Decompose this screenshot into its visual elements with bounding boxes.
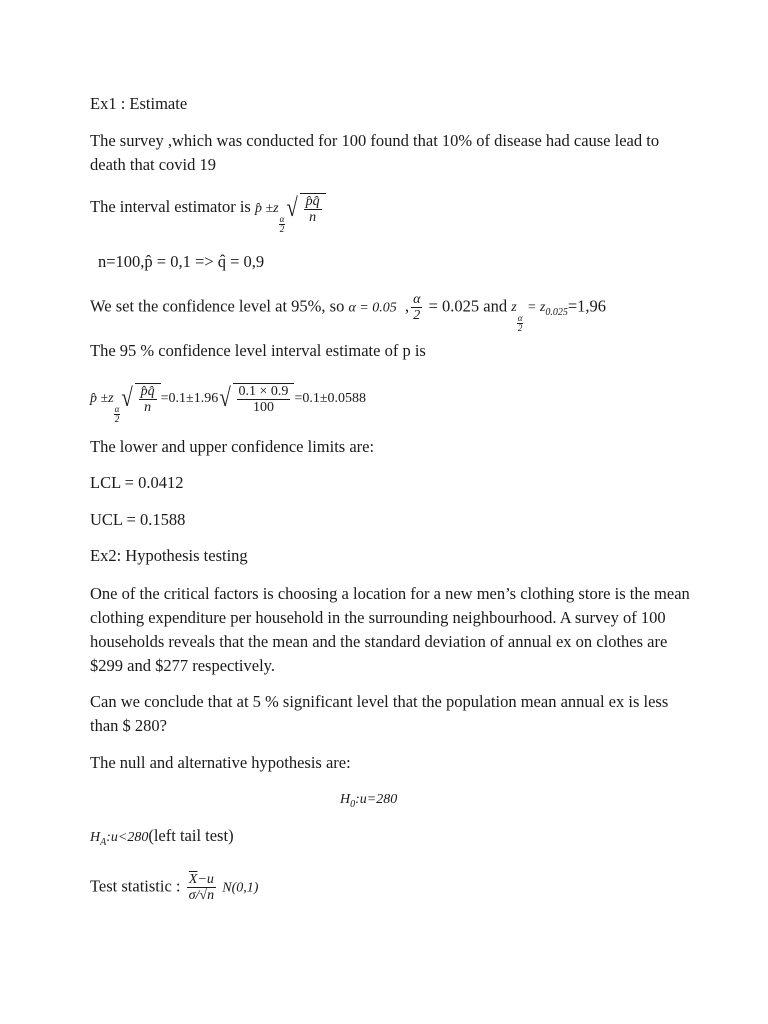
ex2-intro: One of the critical factors is choosing a location for a new men’s clothing store is the mean clothing expenditure per household in the surrounding neighbourhood. A survey of 100 households reveals that the mean and the standard deviation of annual ex on clothes are $299 and $277 respectively. [90,584,690,675]
ucl-value: UCL = 0.1588 [90,510,186,529]
lcl-value: LCL = 0.0412 [90,473,184,492]
confidence-text: We set the confidence level at 95%, so [90,296,345,316]
z-critical: z $\frac{\alpha}{2}$ = $z_{0.025}$ [511,300,568,334]
ex1-heading: Ex1 : Estimate [90,94,188,113]
calc-end: =0.1±0.0588 [294,391,367,407]
interval-formula: p̂ ±z $\frac{\alpha}{2}$ √ $\frac{p̂q̂}{n}$ [255,201,326,216]
limits-label: The lower and upper confidence limits are: [90,437,375,456]
left-tail-note: (left tail test) [148,826,234,845]
calc-mid: =0.1±1.96 [160,391,219,407]
calc-numerator: 0.1 × 0.9 [238,384,289,399]
calc-denominator: 100 [252,400,274,415]
alpha-eq: α = 0.05 [348,300,397,316]
confidence-line: We set the confidence level at 95%, so α = 0.05 , $\frac{\alpha}{2}$ = 0.025 and z $\frac{\alpha}{2}$ = $z_{0.025}=1,96$ [90,292,607,334]
normal-distribution: N(0,1) [222,880,259,896]
test-statistic-line [90,872,258,903]
z-value: =1,96 [567,296,607,316]
alt-hypothesis: $H_A:u<280(left$ tail test) [90,826,234,848]
alpha-half-fraction: $\frac{\alpha}{2}$ [413,292,421,323]
hypothesis-label: The null and alternative hypothesis are: [90,753,351,772]
alpha-half-value: = 0.025 and [428,296,508,316]
given-values: n=100,p̂ = 0,1 => q̂ = 0,9 [98,252,265,271]
null-hypothesis: $H_0:u=280$ [340,792,398,810]
ex2-heading: Ex2: Hypothesis testing [90,546,248,565]
interval-label: The interval estimator is [90,197,251,217]
interval-estimator-line [90,193,326,234]
ex1-intro: The survey ,which was conducted for 100 found that 10% of disease had cause lead to death that covid 19 [90,131,660,174]
test-label: Test statistic : [90,876,181,896]
estimate-calculation: p̂ ±z $\frac{\alpha}{2}$ √ $\frac{p̂q̂}{n}$ =0.1±1.96 √ $\frac{0.1 \times 0.9}{100}$ =0.1±0.0588 [90,383,367,425]
ex2-question: Can we conclude that at 5 % significant level that the population mean annual ex is less than $ 280? [90,692,669,735]
test-fraction: $\frac{\overline{X}-u}{\sigma/√n}$ [188,872,215,903]
estimate-label: The 95 % confidence level interval estimate of p is [90,341,426,360]
